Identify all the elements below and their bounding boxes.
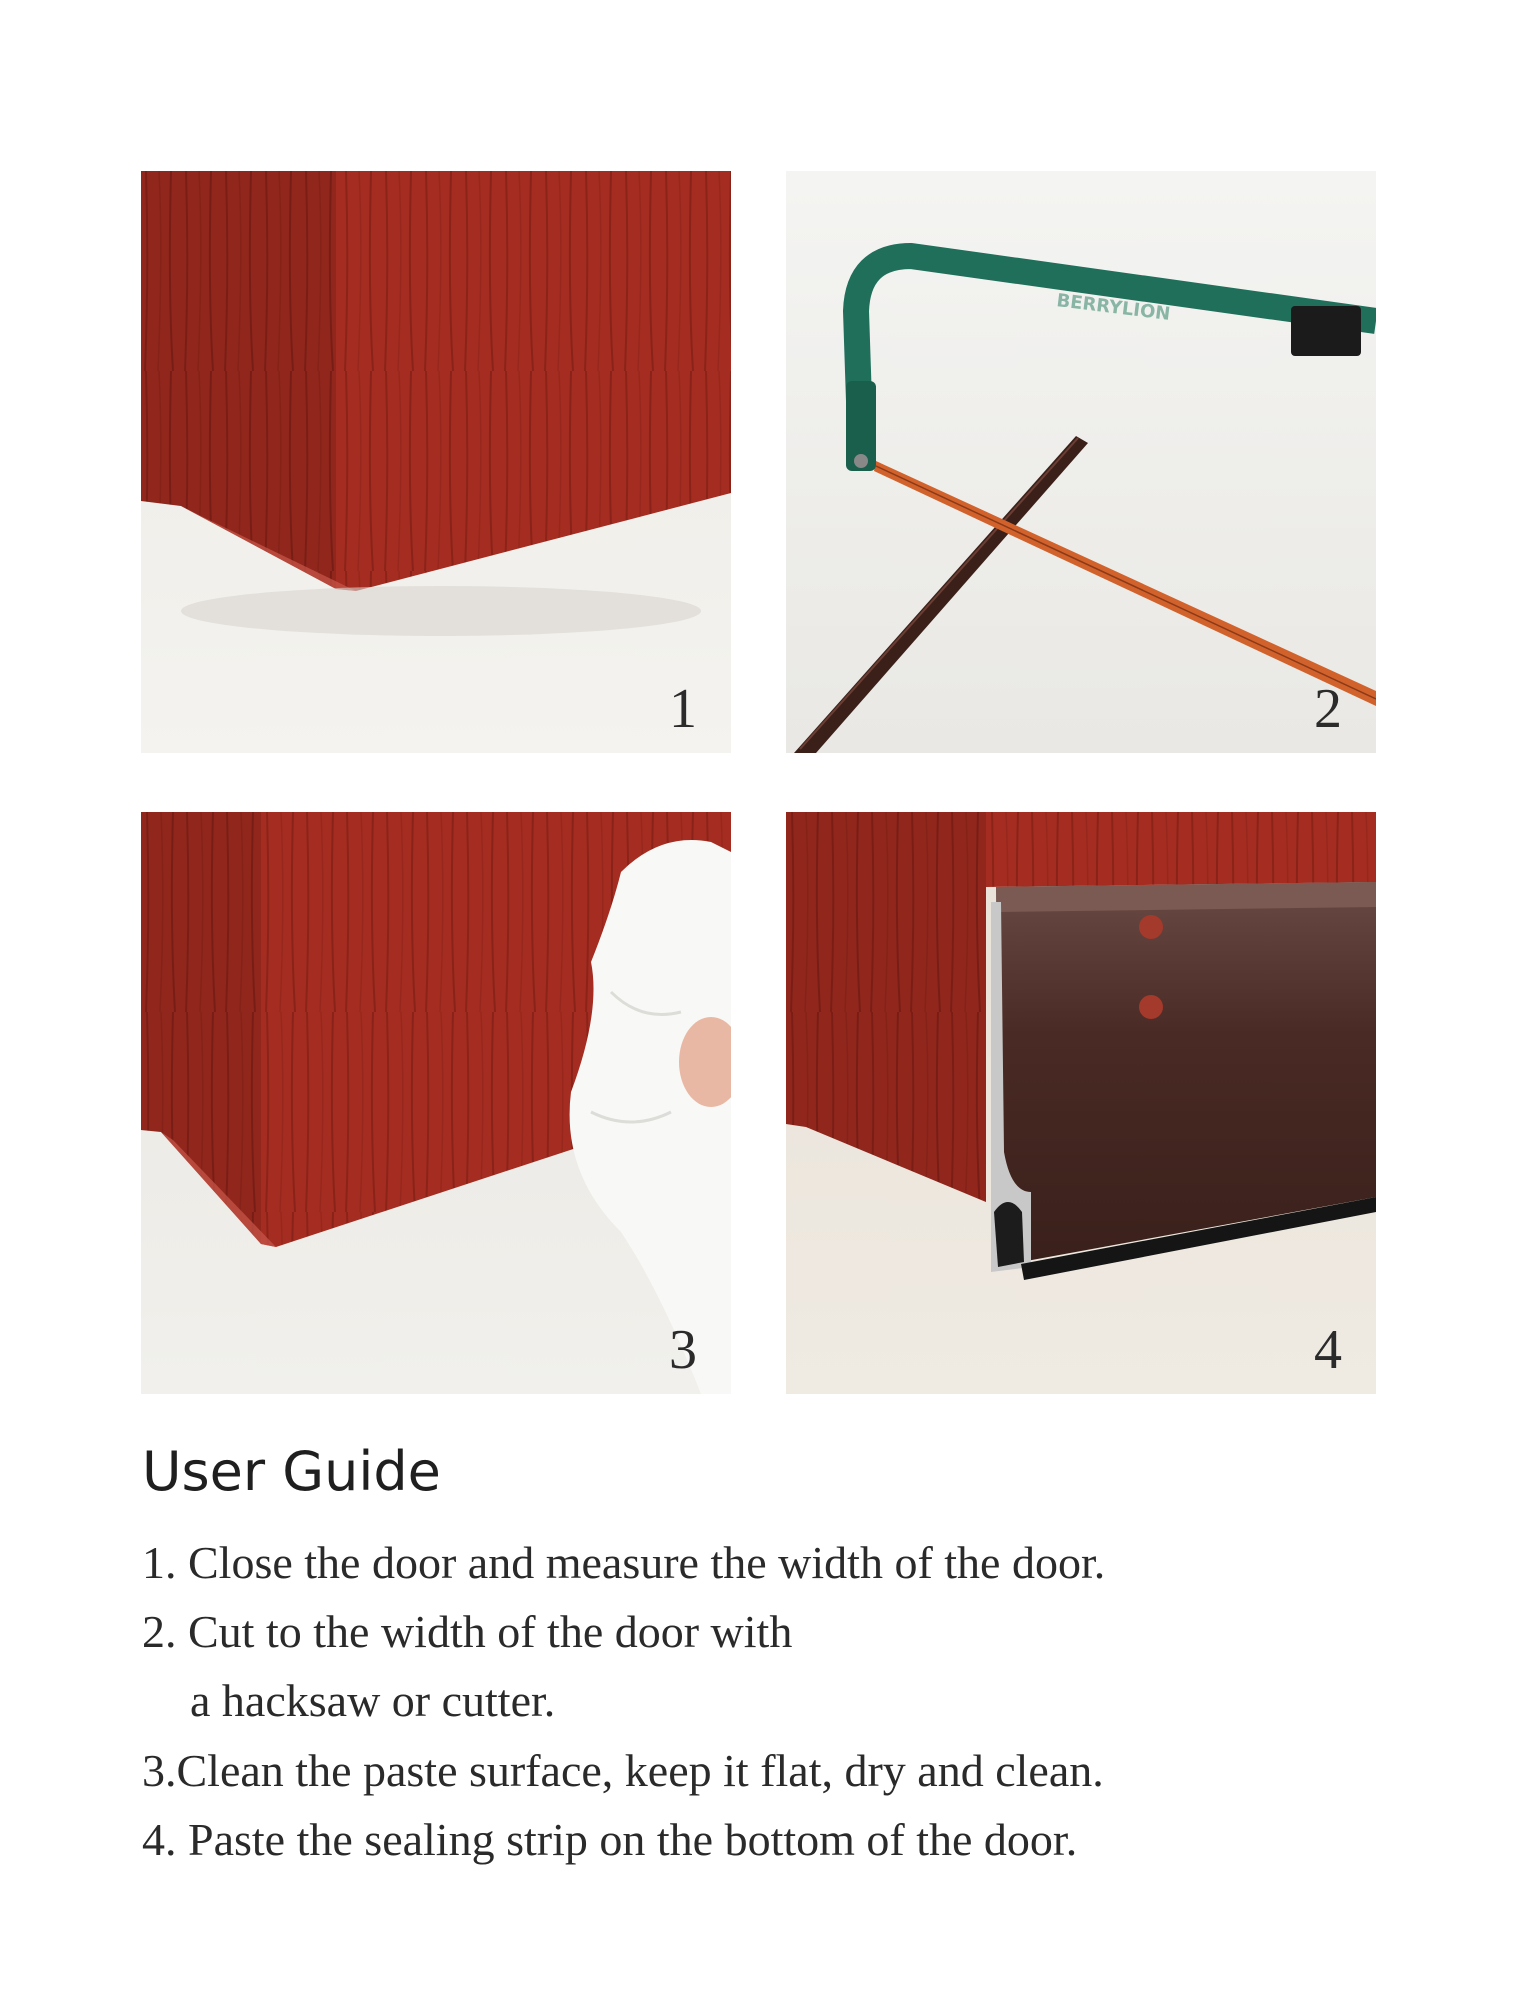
step-number-2: 2 xyxy=(1314,678,1342,740)
step-number-3: 3 xyxy=(669,1319,697,1381)
guide-step-3-text: 3.Clean the paste surface, keep it flat, dry and clean. xyxy=(142,1744,1104,1796)
guide-step-4 xyxy=(142,1812,1105,1867)
step-4-image xyxy=(786,812,1376,1394)
step-2-image xyxy=(786,171,1376,753)
guide-step-4-text: 4. Paste the sealing strip on the bottom of the door. xyxy=(142,1813,1078,1865)
step-number-4: 4 xyxy=(1314,1319,1342,1381)
door-corner-illustration xyxy=(141,171,731,753)
guide-step-2-continuation: a hacksaw or cutter. xyxy=(190,1675,556,1727)
step-number-1: 1 xyxy=(669,678,697,740)
user-guide-steps xyxy=(142,1535,1105,1881)
hacksaw-illustration xyxy=(786,171,1376,753)
user-guide-title: User Guide xyxy=(142,1440,441,1503)
guide-step-2-text: 2. Cut to the width of the door with xyxy=(142,1606,793,1658)
step-3-image xyxy=(141,812,731,1394)
cleaning-illustration xyxy=(141,812,731,1394)
guide-step-1 xyxy=(142,1535,1105,1590)
installed-strip-illustration xyxy=(786,812,1376,1394)
guide-step-3 xyxy=(142,1743,1105,1798)
guide-step-1-text: 1. Close the door and measure the width of the door. xyxy=(142,1537,1106,1588)
guide-step-2 xyxy=(142,1604,1105,1728)
saw-brand-label: BERRYLION xyxy=(1055,290,1172,325)
step-1-image xyxy=(141,171,731,753)
